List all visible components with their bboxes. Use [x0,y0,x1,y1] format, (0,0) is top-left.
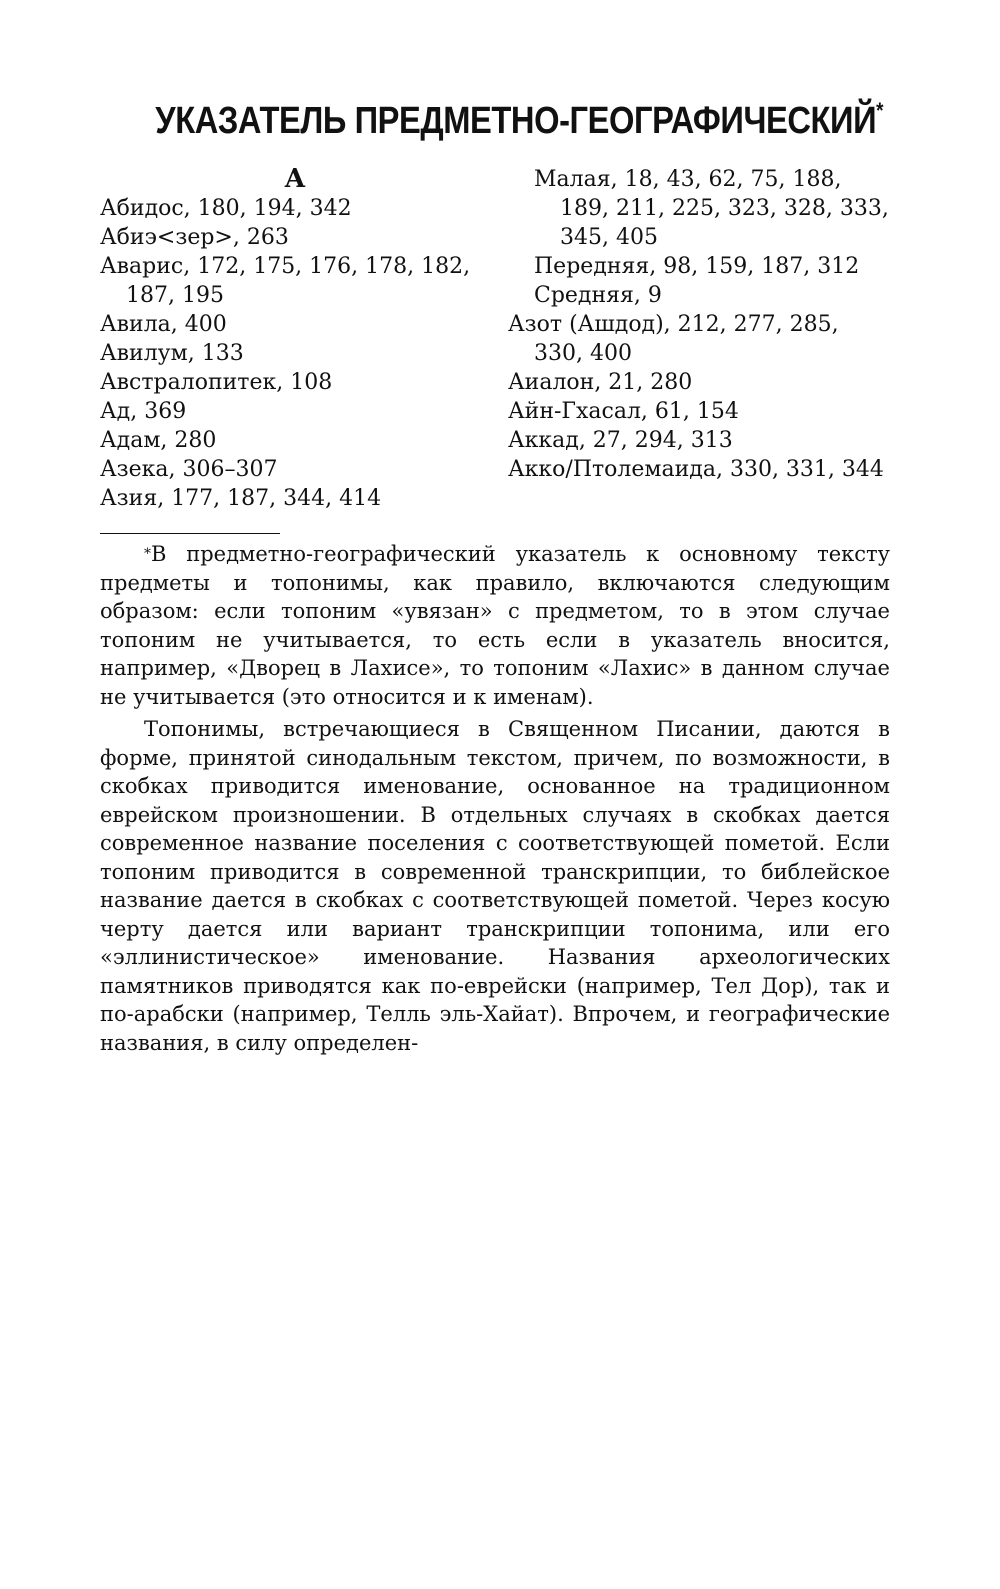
index-entry: Ад, 369 [100,399,187,424]
index-entry: Аккад, 27, 294, 313 [508,428,733,453]
index-subentry: Передняя, 98, 159, 187, 312 [534,254,860,279]
index-entry: Авилум, 133 [100,341,244,366]
section-letter: А [284,164,306,194]
index-entry: Абидос, 180, 194, 342 [100,196,352,221]
footnote-divider [100,533,280,534]
page-title-text: УКАЗАТЕЛЬ ПРЕДМЕТНО-ГЕОГРАФИЧЕСКИЙ [155,100,877,142]
index-entry: Адам, 280 [100,428,217,453]
index-subentry: Малая, 18, 43, 62, 75, 188, 189, 211, 225, 323, 328, 333, 345, 405 [534,167,889,250]
index-entry: Акко/Птолемаида, 330, 331, 344 [508,457,884,482]
index-entry: Австралопитек, 108 [100,370,333,395]
index-entry: Аварис, 172, 175, 176, 178, 182, 187, 195 [100,254,471,308]
footnote [100,540,890,1057]
index-column-right [508,165,890,513]
index-page [100,100,890,1057]
index-subentry: Средняя, 9 [534,283,662,308]
footnote-marker: * [144,546,151,562]
index-entry: Азия, 177, 187, 344, 414 [100,486,382,511]
index-column-left [100,165,490,513]
page-title [155,98,884,143]
footnote-marker-title: * [876,98,884,123]
index-entry: Азот (Ашдод), 212, 277, 285, 330, 400 [508,312,839,366]
index-entry: Айн-Гхасал, 61, 154 [508,399,739,424]
index-columns [100,165,890,513]
footnote-paragraph-text: В предметно-географический указатель к основному тексту предметы и топонимы, как правило, включаются следующим образом: если топоним «увязан» с предметом, то в этом случае топоним не учитывается, то есть если в указатель вносится, например, «Дворец в Лахисе», то топоним «Лахис» в данном случае не учитывается (это относится и к именам). [100,542,890,709]
footnote-paragraph [100,540,890,711]
footnote-paragraph: Топонимы, встречающиеся в Священном Писании, даются в форме, принятой синодальным текстом, причем, по возможности, в скобках приводится именование, основанное на традиционном еврейском произношении. В отдельных случаях в скобках дается современное название поселения с соответствующей пометой. Если топоним приводится в современной транскрипции, то библейское название дается в скобках с соответствующей пометой. Через косую черту дается или вариант транскрипции топонима, или его «эллинистическое» именование. Названия археологических памятников приводятся как по-еврейски (например, Тел Дор), так и по-арабски (например, Телль эль-Хайат). Впрочем, и географические названия, в силу определен- [100,717,890,1055]
index-entry: Азека, 306–307 [100,457,278,482]
index-entry: Авила, 400 [100,312,227,337]
index-entry: Абиэ<зер>, 263 [100,225,289,250]
index-entry: Аиалон, 21, 280 [508,370,693,395]
